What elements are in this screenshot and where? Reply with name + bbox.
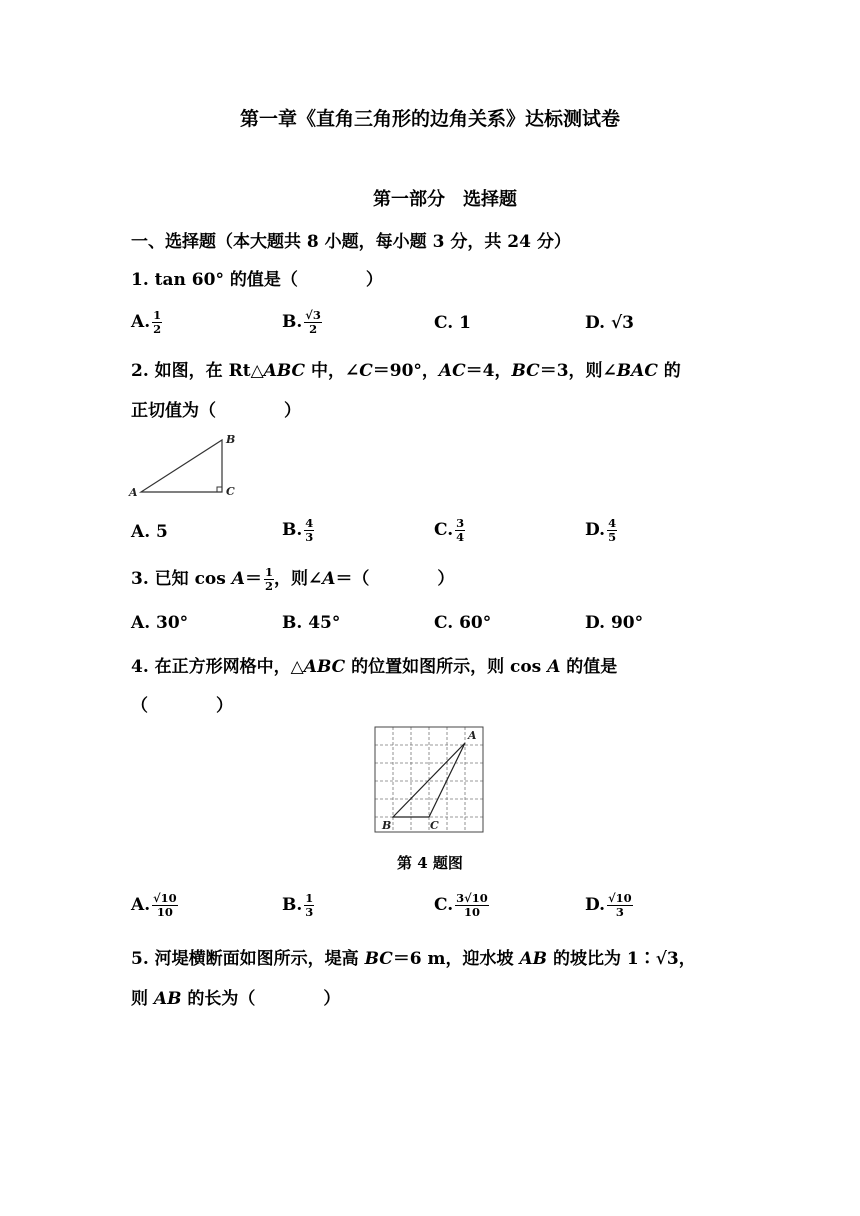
q5-stem-line2: 则 AB 的长为（ ） xyxy=(131,989,341,1009)
q1-option-d[interactable]: D. √3 xyxy=(585,313,634,333)
fraction: $\frac{1}{3}$ xyxy=(305,891,314,920)
vertex-label-b: B xyxy=(382,819,392,832)
q4-option-b[interactable]: B. $\frac{1}{3}$ xyxy=(282,891,314,920)
q4-stem-line2: （ ） xyxy=(131,696,233,716)
part-title: 第一部分 选择题 xyxy=(373,189,517,210)
fraction: $\frac{3}{4}$ xyxy=(456,516,465,545)
q2-triangle-figure xyxy=(125,430,245,502)
vertex-label-a: A xyxy=(129,486,138,499)
q1-option-c[interactable]: C. 1 xyxy=(434,313,471,333)
fraction: $\frac{3√10}{10}$ xyxy=(456,891,488,920)
q3-stem: 3. 已知 cos A＝ $\frac{1}{2}$ ，则∠A＝（ ） xyxy=(131,564,455,593)
q4-option-d[interactable]: D. $\frac{√10}{3}$ xyxy=(585,891,632,920)
figure-caption: 第 4 题图 xyxy=(397,854,463,872)
q1-stem: 1. tan 60° 的值是（ ） xyxy=(131,270,383,290)
q5-stem-line1: 5. 河堤横断面如图所示，堤高 BC＝6 m，迎水坡 AB 的坡比为 1∶√3， xyxy=(131,949,696,969)
q2-stem-line1: 2. 如图，在 Rt△ABC 中，∠C＝90°，AC＝4，BC＝3，则∠BAC 的 xyxy=(131,361,681,381)
right-angle-mark xyxy=(217,487,222,492)
q4-grid-figure xyxy=(370,722,490,836)
q4-option-c[interactable]: C. $\frac{3√10}{10}$ xyxy=(434,891,488,920)
triangle-abc xyxy=(141,440,222,492)
vertex-label-c: C xyxy=(226,485,235,498)
fraction: $\frac{4}{5}$ xyxy=(608,516,617,545)
q2-option-d[interactable]: D. $\frac{4}{5}$ xyxy=(585,516,617,545)
fraction: $\frac{√10}{10}$ xyxy=(153,891,177,920)
q3-option-c[interactable]: C. 60° xyxy=(434,613,492,633)
q4-option-a[interactable]: A. $\frac{√10}{10}$ xyxy=(131,891,177,920)
fraction: $\frac{4}{3}$ xyxy=(305,516,314,545)
fraction: $\frac{√3}{2}$ xyxy=(305,308,321,337)
fraction: $\frac{1}{2}$ xyxy=(153,308,162,337)
q1-option-b[interactable]: B. $\frac{√3}{2}$ xyxy=(282,308,321,337)
document-title: 第一章《直角三角形的边角关系》达标测试卷 xyxy=(239,108,620,130)
q3-option-a[interactable]: A. 30° xyxy=(131,613,189,633)
q3-option-b[interactable]: B. 45° xyxy=(282,613,341,633)
section-heading: 一、选择题（本大题共 8 小题，每小题 3 分，共 24 分） xyxy=(131,232,571,252)
q3-option-d[interactable]: D. 90° xyxy=(585,613,644,633)
q2-option-a[interactable]: A. 5 xyxy=(131,522,168,542)
vertex-label-c: C xyxy=(430,819,439,832)
fraction: $\frac{1}{2}$ xyxy=(264,564,273,593)
vertex-label-b: B xyxy=(226,433,236,446)
q1-option-a[interactable]: A. $\frac{1}{2}$ xyxy=(131,308,162,337)
vertex-label-a: A xyxy=(468,729,477,742)
q2-option-b[interactable]: B. $\frac{4}{3}$ xyxy=(282,516,314,545)
q4-stem-line1: 4. 在正方形网格中，△ABC 的位置如图所示，则 cos A 的值是 xyxy=(131,657,618,677)
q2-option-c[interactable]: C. $\frac{3}{4}$ xyxy=(434,516,465,545)
q2-stem-line2: 正切值为（ ） xyxy=(131,401,301,421)
fraction: $\frac{√10}{3}$ xyxy=(608,891,632,920)
